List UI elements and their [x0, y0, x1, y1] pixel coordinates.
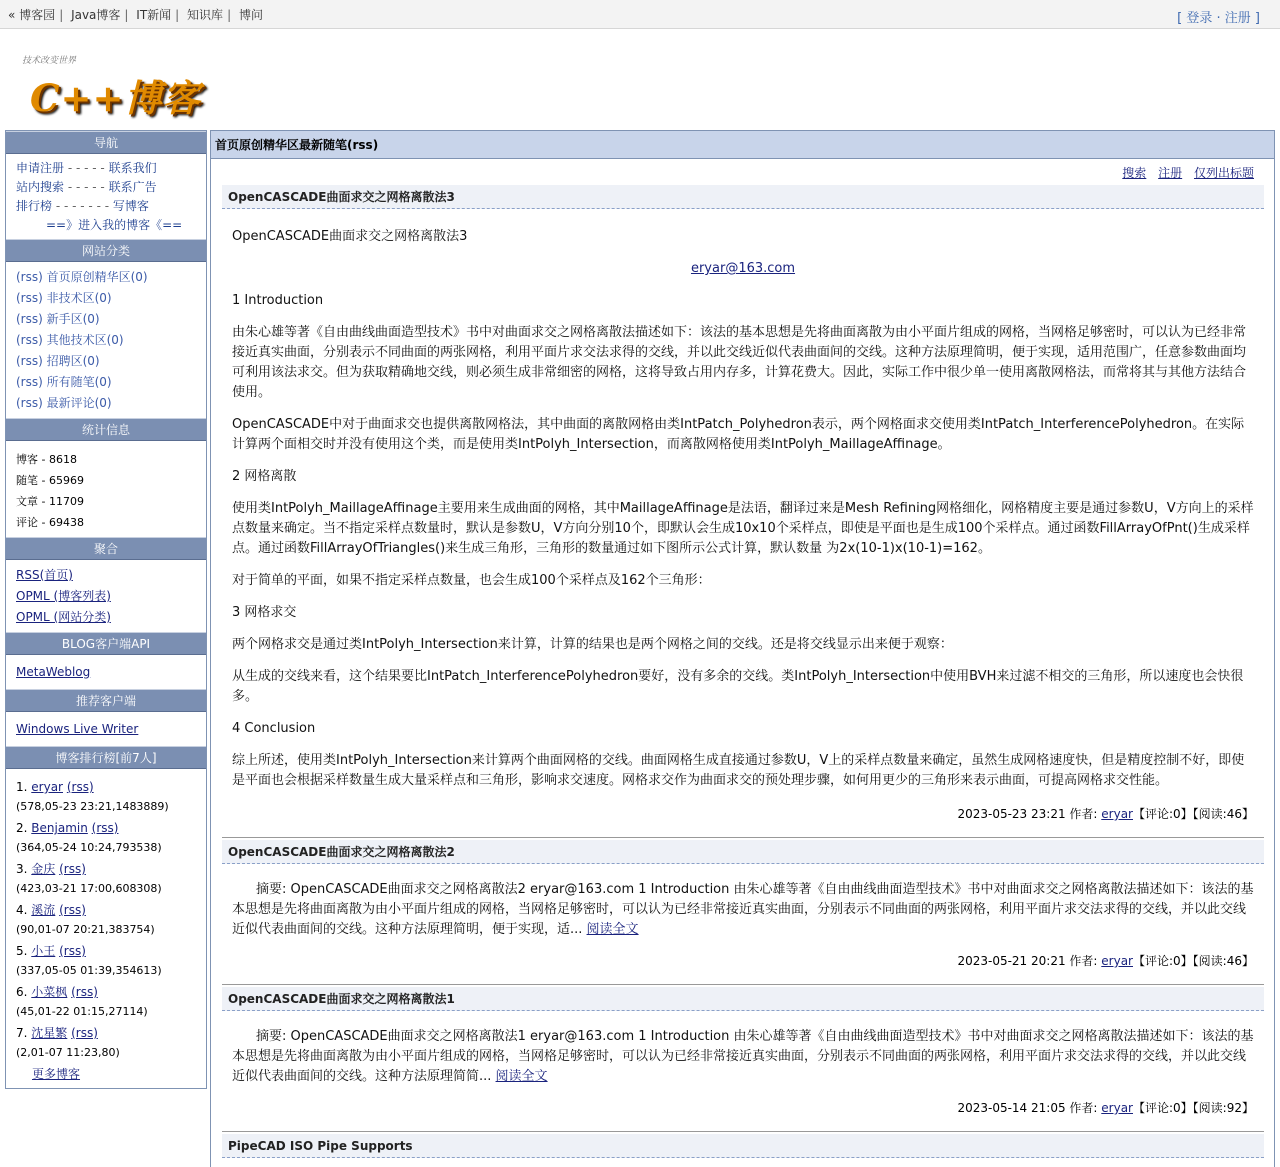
stat-blogs: 博客 - 8618 [16, 453, 77, 466]
stat-articles: 文章 - 11709 [16, 495, 84, 508]
sidebar [5, 130, 207, 1089]
metaweblog-link[interactable]: MetaWeblog [16, 665, 91, 679]
post-author-link[interactable]: eryar [1101, 807, 1133, 821]
sidebar-ranking-title: 博客排行榜[前7人] [6, 746, 206, 769]
ranked-blog-rss-link[interactable]: (rss) [59, 862, 86, 876]
ranked-blog-rss-link[interactable]: (rss) [59, 903, 86, 917]
read-more-link[interactable]: 阅读全文 [495, 1069, 548, 1084]
ranked-blog-info: (578,05-23 23:21,1483889) [16, 800, 169, 813]
post-author-link[interactable]: eryar [1101, 1101, 1133, 1115]
post-stats: 【评论:0】【阅读:46】 [1133, 807, 1254, 821]
ranked-blog-rss-link[interactable]: (rss) [71, 985, 98, 999]
site-nav: « 博客园 | Java博客 | IT新闻 | 知识库 | 博问 [8, 8, 263, 22]
post-body [222, 880, 1264, 940]
site-search-link[interactable]: 站内搜索 [16, 180, 65, 194]
post-paragraph: 对于简单的平面，如果不指定采样点数量，也会生成100个采样点及162个三角形： [232, 573, 711, 588]
ranked-blog-info: (423,03-21 17:00,608308) [16, 882, 162, 895]
windows-live-writer-link[interactable]: Windows Live Writer [16, 722, 139, 736]
register-link[interactable]: 注册 [1224, 11, 1251, 26]
ranked-blog-link[interactable]: 溪流 [31, 903, 56, 917]
nav-link-itnews[interactable]: IT新闻 [136, 8, 172, 22]
more-blogs-link[interactable]: 更多博客 [32, 1067, 81, 1081]
ranked-blog-link[interactable]: 小王 [31, 944, 56, 958]
post [222, 1134, 1264, 1158]
post-footer [222, 1099, 1264, 1116]
post-separator [222, 984, 1264, 985]
contact-us-link[interactable]: 联系我们 [108, 161, 157, 175]
main-content [210, 130, 1275, 1167]
category-item[interactable]: (rss) 所有随笔(0) [16, 375, 112, 389]
sidebar-feeds [6, 560, 206, 632]
ranked-blog-rss-link[interactable]: (rss) [91, 821, 119, 835]
category-item[interactable]: (rss) 招聘区(0) [16, 354, 100, 368]
stat-comments: 评论 - 69438 [16, 516, 84, 529]
post-body [222, 227, 1264, 791]
post-heading: 3 网格求交 [232, 605, 297, 620]
post-paragraph: 两个网格求交是通过类IntPolyh_Intersection来计算，计算的结果也是两个网格之间的交线。还是将交线显示出来便于观察： [232, 637, 953, 652]
post-author-link[interactable]: eryar [1101, 954, 1133, 968]
category-item[interactable]: (rss) 首页原创精华区(0) [16, 270, 148, 284]
titles-only-link[interactable]: 仅列出标题 [1193, 166, 1254, 180]
post-stats: 【评论:0】【阅读:46】 [1133, 954, 1254, 968]
sidebar-ranking [6, 769, 206, 1088]
author-email-link[interactable]: eryar@163.com [690, 261, 796, 276]
sidebar-api-title: BLOG客户端API [6, 632, 206, 655]
ranked-blog-link[interactable]: 金庆 [31, 862, 56, 876]
nav-link-cnblogs[interactable]: 博客园 [19, 8, 56, 22]
main-tools [1114, 164, 1254, 181]
top-bar [0, 0, 1280, 29]
register-link-main[interactable]: 注册 [1158, 166, 1183, 180]
ranked-blog-rss-link[interactable]: (rss) [59, 944, 86, 958]
list-item: 1. eryar (rss) [16, 780, 94, 794]
ranked-blog-link[interactable]: 小菜枫 [31, 985, 68, 999]
ranked-blog-rss-link[interactable]: (rss) [66, 780, 94, 794]
post [222, 987, 1264, 1087]
post-date: 2023-05-14 21:05 作者: [957, 1101, 1098, 1115]
sidebar-feeds-title: 聚合 [6, 537, 206, 560]
ranked-blog-info: (337,05-05 01:39,354613) [16, 964, 162, 977]
post-footer [222, 805, 1264, 822]
rss-home-link[interactable]: RSS(首页) [16, 568, 73, 582]
list-item: 7. 沈星繁 (rss) [16, 1026, 98, 1040]
nav-link-qa[interactable]: 博问 [238, 8, 263, 22]
category-item[interactable]: (rss) 新手区(0) [16, 312, 100, 326]
enter-my-blog-link[interactable]: ==》进入我的博客《== [46, 218, 183, 232]
sidebar-api [6, 655, 206, 689]
post-summary: 摘要: OpenCASCADE曲面求交之网格离散法2 eryar@163.com 1 Introduction 由朱心雄等著《自由曲线曲面造型技术》书中对曲面求交之网格离散法描述如下：该法的基本思想是先将曲面离散为由小平面片组成的网格，当网格足够密时，可以认为已经非常接近真实曲面，分别表示不同曲面的两张网格，利用平面片求交法求得的交线，并以此交线近似代表曲面间的交线。这种方法原理简明，便于实现，适... [232, 882, 1254, 937]
post-separator [222, 837, 1264, 838]
category-item[interactable]: (rss) 最新评论(0) [16, 396, 112, 410]
post-date: 2023-05-23 23:21 作者: [957, 807, 1098, 821]
ranked-blog-link[interactable]: eryar [31, 780, 63, 794]
list-item: 2. Benjamin (rss) [16, 821, 119, 835]
sidebar-client-title: 推荐客户端 [6, 689, 206, 712]
nav-prefix: « [8, 8, 16, 22]
post-paragraph: OpenCASCADE中对于曲面求交也提供离散网格法，其中曲面的离散网格由类IntPatch_Polyhedron表示，两个网格面求交使用类IntPatch_InterferencePolyhedron。在实际计算两个面相交时并没有使用这个类，而是使用类IntPolyh_Intersection，而离散网格使用类IntPolyh_MaillageAffinage。 [232, 417, 1245, 452]
login-box: [ 登录 · 注册 ] [1177, 11, 1260, 26]
category-item[interactable]: (rss) 其他技术区(0) [16, 333, 124, 347]
opml-blog-list-link[interactable]: OPML (博客列表) [16, 589, 111, 603]
ranked-blog-info: (364,05-24 10:24,793538) [16, 841, 162, 854]
post-paragraph: 使用类IntPolyh_MaillageAffinage主要用来生成曲面的网格，其中MaillageAffinage是法语，翻译过来是Mesh Refining网格细化，网格精度主要是通过参数U，V方向上的采样点数量来确定。当不指定采样点数量时，默认是参数U，V方向分别10个，即默认会生成10x10个采样点，即使是平面也是生成100个采样点。通过函数FillArrayOfPnt()生成采样点。通过函数FillArrayOfTriangles()来生成三角形，三角形的数量通过如下图所示公式计算，默认数量 为2x(10-1)x(10-1)=162。 [232, 501, 1254, 556]
post-body [222, 1027, 1264, 1087]
sidebar-nav: 申请注册 - - - - - 联系我们 站内搜索 - - - - - 联系广告 排行榜 - - - - - - - 写博客 ==》进入我的博客《== [16, 161, 183, 232]
post-paragraph: OpenCASCADE曲面求交之网格离散法3 [232, 229, 468, 244]
site-slogan: 技术改变世界 [22, 56, 77, 66]
sidebar-categories [6, 262, 206, 418]
post-title[interactable]: OpenCASCADE曲面求交之网格离散法1 [222, 987, 1264, 1011]
post-summary: 摘要: OpenCASCADE曲面求交之网格离散法1 eryar@163.com 1 Introduction 由朱心雄等著《自由曲线曲面造型技术》书中对曲面求交之网格离散法描述如下：该法的基本思想是先将曲面离散为由小平面片组成的网格，当网格足够密时，可以认为已经非常接近真实曲面，分别表示不同曲面的两张网格，利用平面片求交法求得的交线，并以此交线近似代表曲面间的交线。这种方法原理简简... [232, 1029, 1254, 1084]
list-item: 5. 小王 (rss) [16, 944, 86, 958]
ranked-blog-info: (90,01-07 20:21,383754) [16, 923, 155, 936]
post [222, 840, 1264, 940]
post-heading: 4 Conclusion [232, 721, 316, 736]
ranked-blog-link[interactable]: 沈星繁 [31, 1026, 68, 1040]
post-heading: 2 网格离散 [232, 469, 297, 484]
post-heading: 1 Introduction [232, 293, 324, 308]
post-date: 2023-05-21 20:21 作者: [957, 954, 1098, 968]
write-blog-link[interactable]: 写博客 [112, 199, 149, 213]
contact-ads-link[interactable]: 联系广告 [108, 180, 157, 194]
sidebar-stats [6, 441, 206, 537]
sidebar-client [6, 712, 206, 746]
post-separator [222, 1131, 1264, 1132]
nav-link-kb[interactable]: 知识库 [187, 8, 224, 22]
post-paragraph: 综上所述，使用类IntPolyh_Intersection来计算两个曲面网格的交线。曲面网格生成直接通过参数U，V上的采样点数量来确定，虽然生成网格速度快，但是精度控制不好，即使是平面也会根据采样数量生成大量采样点和三角形，影响求交速度。网格求交作为曲面求交的预处理步骤，如何用更少的三角形来表示曲面，可提高网格求交性能。 [232, 753, 1245, 788]
post [222, 185, 1264, 791]
ranked-blog-rss-link[interactable]: (rss) [71, 1026, 98, 1040]
ranking-link[interactable]: 排行榜 [16, 199, 53, 213]
post-paragraph: 由朱心雄等著《自由曲线曲面造型技术》书中对曲面求交之网格离散法描述如下：该法的基本思想是先将曲面离散为由小平面片组成的网格，当网格足够密时，可以认为已经非常接近真实曲面，分别表示不同曲面的两张网格，利用平面片求交法求得的交线，并以此交线近似代表曲面间的交线。这种方法原理简明，便于实现，适用范围广，任意参数曲面均可利用该法求交。但为获取精确地交线，则必须生成非常细密的网格，这将导致占用内存多，计算花费大。因此，实际工作中很少单一使用离散网格法，而常将其与其他方法结合使用。 [232, 325, 1247, 400]
list-item: 3. 金庆 (rss) [16, 862, 86, 876]
apply-register-link[interactable]: 申请注册 [16, 161, 65, 175]
read-more-link[interactable]: 阅读全文 [586, 922, 639, 937]
site-logo[interactable]: C++博客 [30, 76, 201, 120]
post-title[interactable]: OpenCASCADE曲面求交之网格离散法3 [222, 185, 1264, 209]
post-paragraph: 从生成的交线来看，这个结果要比IntPatch_InterferencePolyhedron要好，没有多余的交线。类IntPolyh_Intersection中使用BVH来过滤不相交的三角形，所以速度也会快很多。 [232, 669, 1244, 704]
stat-posts: 随笔 - 65969 [16, 474, 84, 487]
sidebar-stats-title: 统计信息 [6, 418, 206, 441]
list-item: 6. 小菜枫 (rss) [16, 985, 98, 999]
login-link[interactable]: 登录 [1186, 11, 1213, 26]
list-item: 4. 溪流 (rss) [16, 903, 86, 917]
search-link[interactable]: 搜索 [1122, 166, 1147, 180]
opml-categories-link[interactable]: OPML (网站分类) [16, 610, 111, 624]
post-title[interactable]: PipeCAD ISO Pipe Supports [222, 1134, 1264, 1158]
post-stats: 【评论:0】【阅读:92】 [1133, 1101, 1254, 1115]
category-item[interactable]: (rss) 非技术区(0) [16, 291, 112, 305]
nav-link-java[interactable]: Java博客 [71, 8, 121, 22]
main-header: 首页原创精华区最新随笔(rss) [211, 131, 1274, 159]
ranked-blog-info: (45,01-22 01:15,27114) [16, 1005, 148, 1018]
sidebar-categories-title: 网站分类 [6, 239, 206, 262]
sidebar-nav-title: 导航 [6, 131, 206, 154]
post-footer [222, 952, 1264, 969]
ranked-blog-info: (2,01-07 11:23,80) [16, 1046, 120, 1059]
ranked-blog-link[interactable]: Benjamin [31, 821, 88, 835]
post-title[interactable]: OpenCASCADE曲面求交之网格离散法2 [222, 840, 1264, 864]
